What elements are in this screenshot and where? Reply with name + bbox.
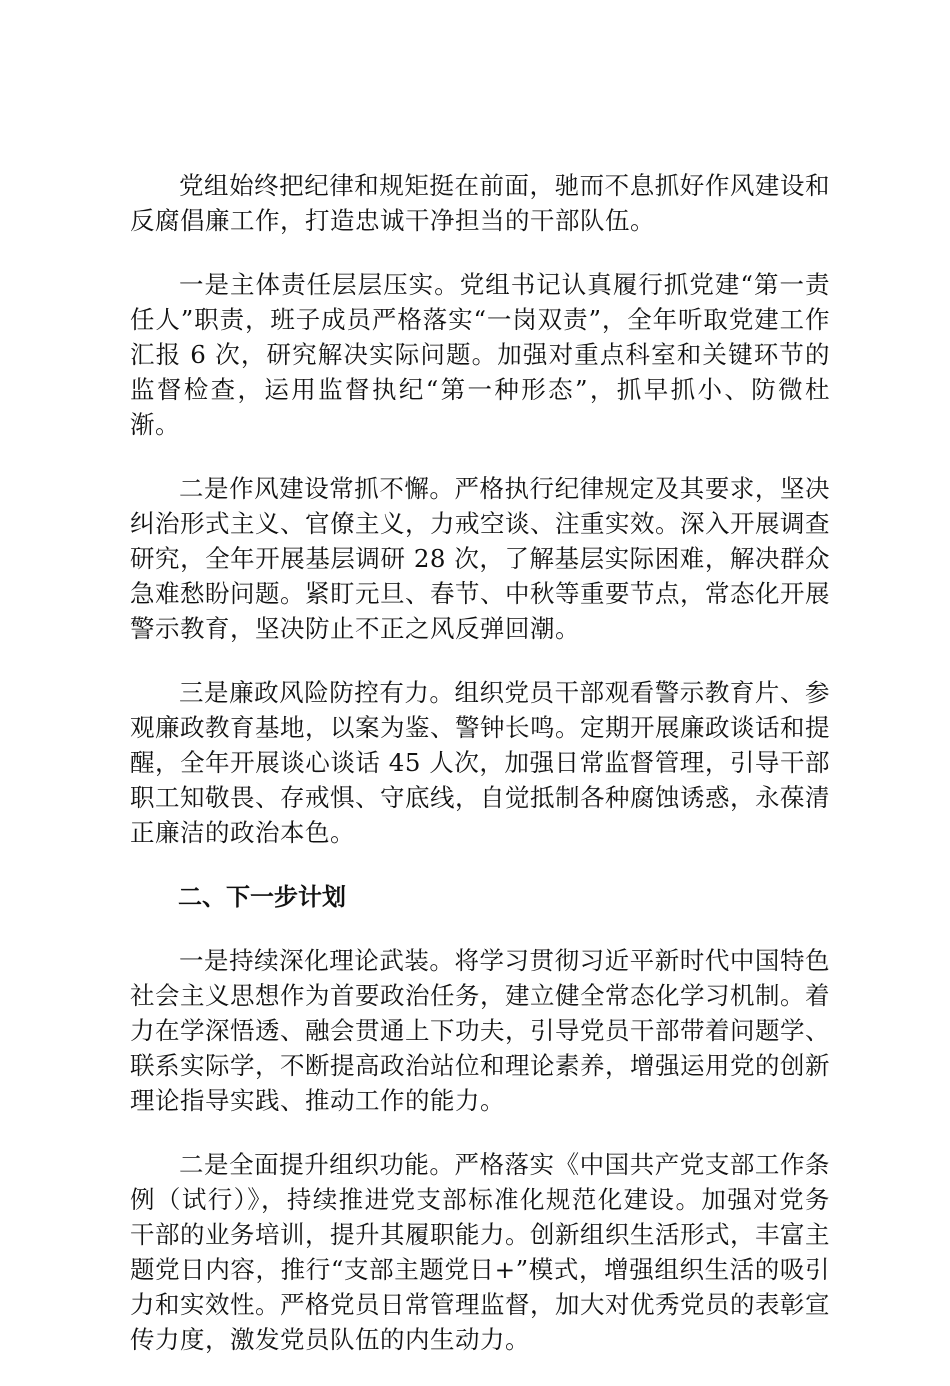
- paragraph-work-style: 二是作风建设常抓不懈。严格执行纪律规定及其要求，坚决纠治形式主义、官僚主义，力戒空谈、注重实效。深入开展调查研究，全年开展基层调研 28 次，了解基层实际困难，解决群众急难愁盼问题。紧盯元旦、春节、中秋等重要节点，常态化开展警示教育，坚决防止不正之风反弹回潮。: [130, 474, 830, 643]
- paragraph-responsibility: 一是主体责任层层压实。党组书记认真履行抓党建“第一责任人”职责，班子成员严格落实“一岗双责”，全年听取党建工作汇报 6 次，研究解决实际问题。加强对重点科室和关键环节的监督检查，运用监督执纪“第一种形态”，抓早抓小、防微杜渐。: [130, 270, 830, 439]
- section-heading-next-plan: 二、下一步计划: [178, 883, 346, 911]
- paragraph-risk-control: 三是廉政风险防控有力。组织党员干部观看警示教育片、参观廉政教育基地，以案为鉴、警钟长鸣。定期开展廉政谈话和提醒，全年开展谈心谈话 45 人次，加强日常监督管理，引导干部职工知敬畏、存戒惧、守底线，自觉抵制各种腐蚀诱惑，永葆清正廉洁的政治本色。: [130, 678, 830, 847]
- paragraph-organization: 二是全面提升组织功能。严格落实《中国共产党支部工作条例（试行）》，持续推进党支部标准化规范化建设。加强对党务干部的业务培训，提升其履职能力。创新组织生活形式，丰富主题党日内容，推行“支部主题党日+”模式，增强组织生活的吸引力和实效性。严格党员日常管理监督，加大对优秀党员的表彰宣传力度，激发党员队伍的内生动力。: [130, 1150, 830, 1354]
- document-page: [130, 168, 830, 1386]
- paragraph-intro: 党组始终把纪律和规矩挺在前面，驰而不息抓好作风建设和反腐倡廉工作，打造忠诚干净担当的干部队伍。: [130, 171, 830, 235]
- paragraph-theory: 一是持续深化理论武装。将学习贯彻习近平新时代中国特色社会主义思想作为首要政治任务，建立健全常态化学习机制。着力在学深悟透、融会贯通上下功夫，引导党员干部带着问题学、联系实际学，不断提高政治站位和理论素养，增强运用党的创新理论指导实践、推动工作的能力。: [130, 946, 830, 1115]
